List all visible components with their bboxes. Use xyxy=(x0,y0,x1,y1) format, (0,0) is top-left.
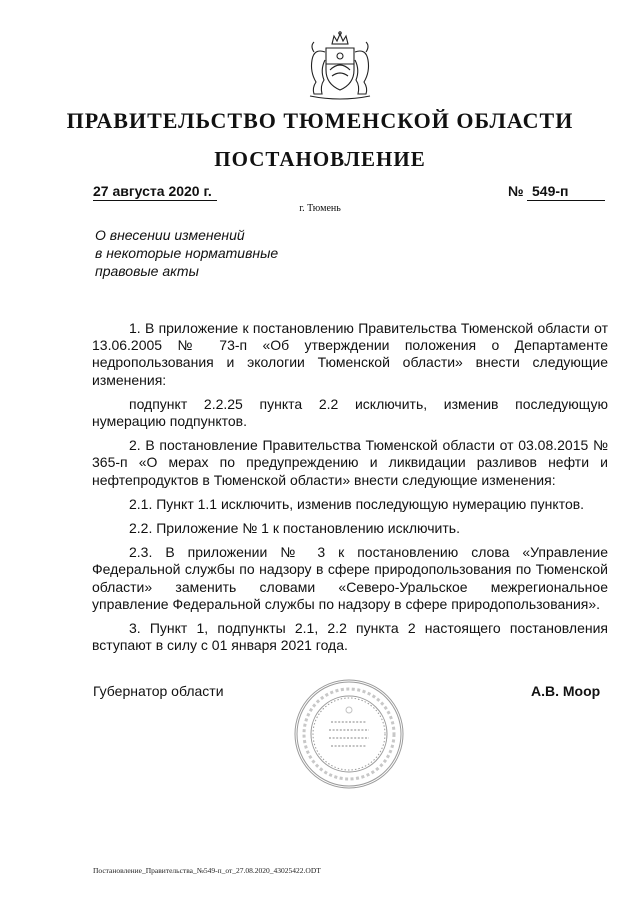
subject-line: в некоторые нормативные xyxy=(95,245,279,261)
document-subject xyxy=(95,226,305,280)
signatory-position: Губернатор области xyxy=(93,683,224,699)
government-title: ПРАВИТЕЛЬСТВО ТЮМЕНСКОЙ ОБЛАСТИ xyxy=(66,108,574,133)
subject-line: О внесении изменений xyxy=(95,227,245,243)
document-body xyxy=(92,320,608,661)
body-paragraph: 3. Пункт 1, подпункты 2.1, 2.2 пункта 2 настоящего постановления вступают в силу с 01 января 2021 года. xyxy=(92,620,608,654)
signatory-name: А.В. Моор xyxy=(531,683,601,699)
body-paragraph: 2. В постановление Правительства Тюменской области от 03.08.2015 № 365-п «О мерах по предупреждению и ликвидации разливов нефти и нефтепродуктов в Тюменской области» внести следующие изменения: xyxy=(92,437,608,488)
body-paragraph: 1. В приложение к постановлению Правительства Тюменской области от 13.06.2005 № 73-п «Об утверждении положения о Департаменте недропользования и экологии Тюменской области» внести следующие изменения: xyxy=(92,320,608,388)
document-date: 27 августа 2020 г. xyxy=(93,183,217,201)
official-seal-stamp xyxy=(293,678,405,790)
city: г. Тюмень xyxy=(299,203,341,214)
body-paragraph: 2.3. В приложении № 3 к постановлению слова «Управление Федеральной службы по надзору в сфере природопользования по Тюменской области» заменить словами «Северо-Уральское межрегиональное управление Федеральной службы по надзору в сфере природопользования». xyxy=(92,544,608,612)
document-type: ПОСТАНОВЛЕНИЕ xyxy=(214,147,426,171)
body-paragraph: подпункт 2.2.25 пункта 2.2 исключить, изменив последующую нумерацию подпунктов. xyxy=(92,395,608,430)
coat-of-arms-icon xyxy=(300,30,380,102)
document-number: 549-п xyxy=(527,183,605,201)
footer-file-name: Постановление_Правительства_№549-п_от_27.08.2020_43025422.ODT xyxy=(93,866,321,875)
number-label: № xyxy=(508,183,524,199)
subject-line: правовые акты xyxy=(95,263,199,279)
body-paragraph: 2.1. Пункт 1.1 исключить, изменив последующую нумерацию пунктов. xyxy=(129,495,585,512)
body-paragraph: 2.2. Приложение № 1 к постановлению исключить. xyxy=(129,520,460,537)
